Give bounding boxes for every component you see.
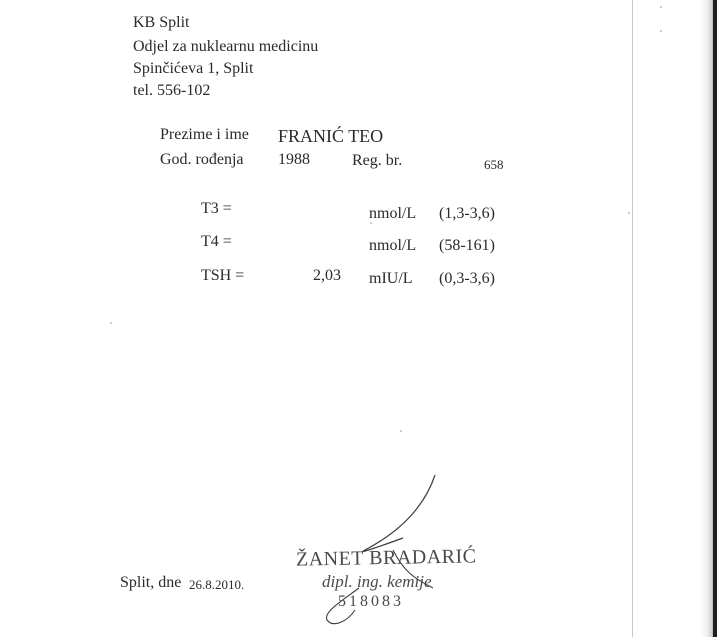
birth-year-label: God. rođenja [160, 151, 244, 168]
institution-phone: tel. 556-102 [133, 82, 211, 99]
birth-year-value: 1988 [278, 151, 310, 168]
scan-speck [660, 6, 662, 8]
department-name: Odjel za nuklearnu medicinu [133, 38, 319, 55]
result-unit: mIU/L [369, 270, 413, 287]
result-test-name: T3 = [201, 200, 232, 217]
result-test-name: TSH = [201, 267, 245, 284]
patient-name-value: FRANIĆ TEO [278, 126, 384, 146]
result-unit: nmol/L [369, 205, 417, 222]
signing-date: 26.8.2010. [189, 577, 245, 592]
page-edge-line [632, 0, 633, 637]
scan-speck [660, 30, 662, 32]
result-unit: nmol/L [369, 237, 417, 254]
result-value: 2,03 [313, 267, 341, 284]
institution-address: Spinčićeva 1, Split [133, 60, 254, 77]
scanner-border [713, 0, 717, 637]
place-date-label: Split, dne [120, 574, 182, 591]
scan-speck [628, 212, 630, 214]
result-test-name: T4 = [201, 233, 232, 250]
scan-speck [110, 322, 112, 324]
scan-speck [400, 430, 402, 432]
institution-name: KB Split [133, 14, 190, 31]
stamp-title: dipl. ing. kemije [322, 572, 432, 591]
stamp-number: 518083 [338, 593, 404, 610]
result-reference-range: (0,3-3,6) [439, 270, 495, 287]
result-reference-range: (1,3-3,6) [439, 205, 495, 222]
stamp-name: ŽANET BRADARIĆ [295, 545, 477, 571]
patient-name-label: Prezime i ime [160, 126, 249, 143]
scan-speck [370, 222, 372, 224]
result-reference-range: (58-161) [439, 237, 495, 254]
reg-number-value: 658 [484, 157, 504, 172]
reg-number-label: Reg. br. [352, 152, 403, 169]
